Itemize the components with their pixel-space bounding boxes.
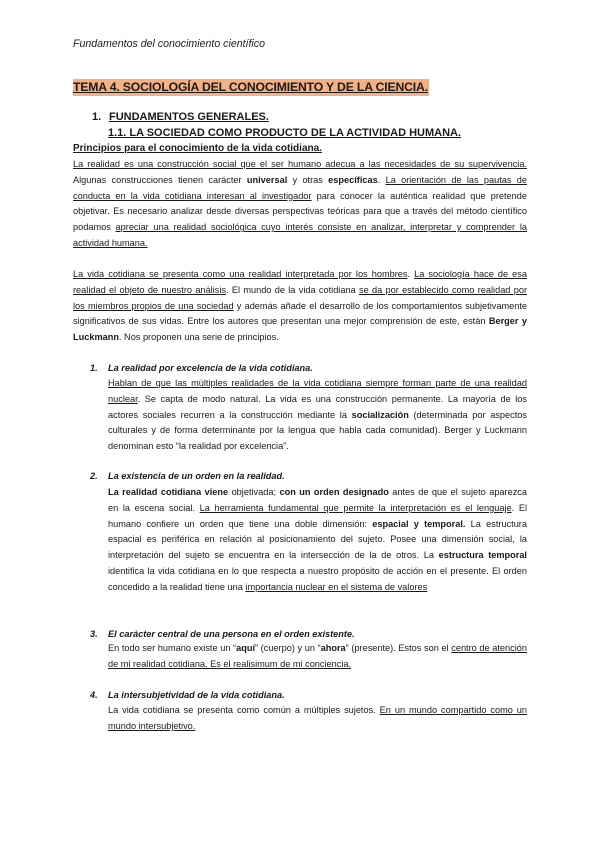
text-run: centro de atención de mi realidad cotidiana. Es el realisimum de mi conciencia. [108,643,527,669]
text-run: La herramienta fundamental que permite la interpretación es el lenguaje [199,502,512,513]
text-run: objetivada; [228,487,280,497]
principle-number: 3. [90,629,98,639]
text-run: importancia nuclear en el sistema de valores [245,581,428,592]
principle-title: La realidad por excelencia de la vida cotidiana. [108,363,313,373]
principle-number: 2. [90,471,98,481]
text-run: (determinada por aspectos culturales y de forma determinante por la lengua que habla cada comunidad). Berger y Luckmann denominan esto “la realidad por excelencia”. [108,409,527,452]
text-run: antes de que el sujeto aparezca en la escena social. [108,487,528,513]
section-heading [92,111,269,123]
principle-title-2 [90,469,285,483]
principle-body-1 [108,376,527,455]
text-run: Berger y Luckmann [73,316,527,343]
text-run: y además añade el desarrollo de los comportamientos subjetivamente significativos de sus vidas. Entre los autores que presentan una mejor comprensión de este, están [73,300,527,327]
principle-title-3 [90,627,355,641]
title-highlight [73,78,429,96]
principle-body-4 [108,703,527,735]
paragraph-1 [73,157,527,252]
page-header: Fundamentos del conocimiento científico [73,38,265,50]
text-run: específicas [328,174,378,185]
text-run: . Se capta de modo natural. La vida es una construcción permanente. La mayoría de los actores sociales recurren a la construcción mediante la [108,393,527,420]
section-number: 1. [92,111,102,123]
text-run: socialización [351,409,409,420]
text-run: Algunas construcciones tienen carácter [73,174,247,185]
text-run: ” (presente). Estos son el [345,643,452,653]
section-label: FUNDAMENTOS GENERALES. [109,111,269,123]
text-run: identifica la vida cotidiana en lo que respecta a nuestro propósito de acción en el presente. El orden concedido a la realidad tiene una [108,565,527,592]
paragraph-2 [73,267,527,346]
text-run: para conocer la auténtica realidad que pretende objetivar. Es necesario analizar desde diversas perspectivas teóricas para que a través del método científico podamos [73,190,527,233]
text-run: . [407,269,415,279]
text-run: La estructura espacial es periférica en relación al posicionamiento del sujeto. Posee una dimensión social, la interpretación del sujeto se encuentra en la intersección de la de otros. La [108,518,527,561]
principle-body-2 [108,485,527,596]
text-run: En todo ser humano existe un “ [108,643,237,653]
text-run: ahora [320,643,346,653]
principle-number: 1. [90,363,98,373]
text-run: La vida cotidiana se presenta como una realidad interpretada por los hombres [73,269,408,279]
text-run: La orientación de las pautas de conducta en la vida cotidiana interesan al investigador [73,174,528,201]
text-run: apreciar una realidad sociológica cuyo interés consiste en analizar, interpretar y comprender la actividad humana. [73,222,527,248]
text-run: espacial y temporal. [372,518,466,529]
principle-title: La intersubjetividad de la vida cotidiana. [108,690,285,700]
text-run: Hablan de que las múltiples realidades de la vida cotidiana siempre forman parte de una realidad nuclear [108,378,527,404]
principle-title-4 [90,688,285,702]
text-run: aquí [236,643,255,653]
principles-heading: Principios para el conocimiento de la vida cotidiana. [73,143,322,154]
text-run: . El mundo de la vida cotidiana [225,284,359,295]
text-run: . Nos proponen una serie de principios. [118,332,279,343]
text-run: . El humano confiere un orden que tiene una doble dimensión: [108,502,527,529]
text-run: La realidad cotidiana viene [108,487,229,497]
text-run: La realidad es una construcción social que el ser humano adecua a las necesidades de su supervivencia. [73,159,527,169]
text-run: La sociología hace de esa realidad el objeto de nuestro análisis [73,269,527,295]
principle-title: La existencia de un orden en la realidad. [108,471,285,481]
text-run: . [377,174,386,185]
document-title: TEMA 4. SOCIOLOGÍA DEL CONOCIMIENTO Y DE LA CIENCIA. [73,80,428,94]
text-run: con un orden designado [279,487,389,497]
principle-title-1 [90,361,313,375]
text-run: estructura temporal [438,550,527,561]
text-run: ” (cuerpo) y un “ [255,643,321,653]
text-run: se da por establecido como realidad por los miembros propios de una sociedad [73,284,528,311]
text-run: La vida cotidiana se presenta como común a múltiples sujetos. [108,705,380,715]
text-run: universal [246,174,288,185]
principle-number: 4. [90,690,98,700]
subsection-heading: 1.1. LA SOCIEDAD COMO PRODUCTO DE LA ACTIVIDAD HUMANA. [108,127,462,139]
text-run: y otras [287,174,329,185]
principle-body-3 [108,641,527,673]
text-run: En un mundo compartido como un mundo intersubjetivo. [108,705,527,731]
principle-title: El carácter central de una persona en el orden existente. [108,629,355,639]
